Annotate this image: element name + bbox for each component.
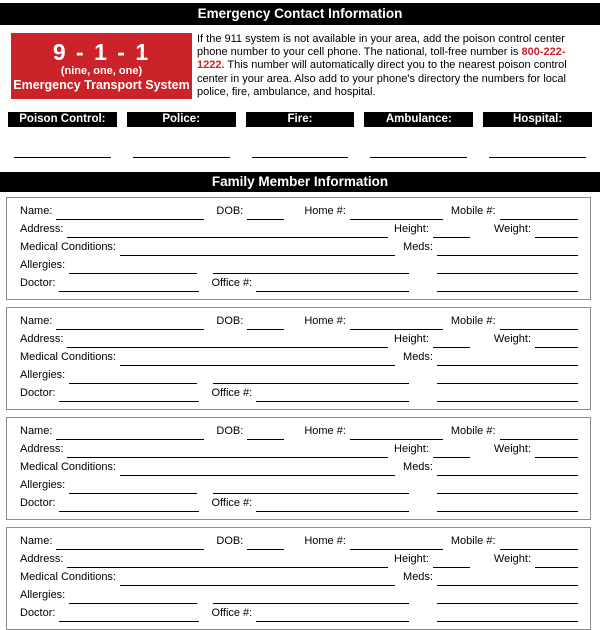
mobile-phone-fill-line[interactable] — [500, 427, 578, 440]
home-phone-fill-line[interactable] — [350, 427, 443, 440]
medical-conditions-fill-line[interactable] — [120, 463, 395, 476]
poison-phone-number: 800-222-1222. — [197, 46, 566, 72]
family-member-block-1 — [6, 197, 591, 300]
office-phone-label: Office #: — [211, 277, 253, 290]
mobile-phone-label: Mobile #: — [450, 205, 496, 218]
poison-control-paragraph — [197, 33, 592, 99]
meds-extra-fill-line-2[interactable] — [437, 389, 578, 402]
meds-extra-fill-line-2[interactable] — [437, 609, 578, 622]
row-doctor-office — [20, 494, 578, 512]
address-fill-line[interactable] — [67, 335, 388, 348]
allergies-fill-line-2[interactable] — [213, 481, 409, 494]
height-label: Height: — [394, 443, 429, 456]
office-phone-fill-line[interactable] — [256, 609, 409, 622]
height-label: Height: — [394, 223, 429, 236]
contact-fill-line[interactable] — [133, 157, 230, 158]
contact-column-0 — [8, 112, 117, 158]
office-phone-fill-line[interactable] — [256, 389, 409, 402]
home-phone-fill-line[interactable] — [350, 317, 443, 330]
meds-extra-fill-line-1[interactable] — [437, 481, 578, 494]
meds-label: Meds: — [403, 241, 433, 254]
meds-extra-fill-line-1[interactable] — [437, 591, 578, 604]
home-phone-fill-line[interactable] — [350, 537, 443, 550]
height-label: Height: — [394, 553, 429, 566]
doctor-fill-line[interactable] — [59, 499, 199, 512]
meds-label: Meds: — [403, 461, 433, 474]
911-banner — [11, 33, 192, 99]
height-fill-line[interactable] — [433, 555, 470, 568]
doctor-fill-line[interactable] — [59, 609, 199, 622]
allergies-fill-line-1[interactable] — [69, 261, 197, 274]
contact-label: Ambulance: — [364, 112, 473, 127]
contact-label: Poison Control: — [8, 112, 117, 127]
family-member-block-2 — [6, 307, 591, 410]
address-fill-line[interactable] — [67, 445, 388, 458]
mobile-phone-fill-line[interactable] — [500, 207, 578, 220]
address-fill-line[interactable] — [67, 555, 388, 568]
name-fill-line[interactable] — [56, 317, 204, 330]
contact-fill-line[interactable] — [14, 157, 111, 158]
doctor-label: Doctor: — [20, 387, 56, 400]
doctor-fill-line[interactable] — [59, 389, 199, 402]
office-phone-fill-line[interactable] — [256, 499, 409, 512]
row-address-height-weight — [20, 330, 578, 348]
height-fill-line[interactable] — [433, 225, 470, 238]
allergies-label: Allergies: — [20, 589, 66, 602]
dob-label: DOB: — [216, 425, 244, 438]
dob-fill-line[interactable] — [247, 317, 284, 330]
name-fill-line[interactable] — [56, 537, 204, 550]
row-allergies — [20, 366, 578, 384]
allergies-fill-line-1[interactable] — [69, 371, 197, 384]
height-fill-line[interactable] — [433, 445, 470, 458]
weight-fill-line[interactable] — [535, 555, 578, 568]
meds-label: Meds: — [403, 351, 433, 364]
allergies-fill-line-2[interactable] — [213, 261, 409, 274]
contact-column-2 — [246, 112, 355, 158]
meds-fill-line[interactable] — [437, 243, 578, 256]
family-member-block-3 — [6, 417, 591, 520]
name-label: Name: — [20, 205, 53, 218]
family-section-header: Family Member Information — [0, 172, 600, 192]
row-allergies — [20, 256, 578, 274]
home-phone-fill-line[interactable] — [350, 207, 443, 220]
mobile-phone-fill-line[interactable] — [500, 537, 578, 550]
dob-fill-line[interactable] — [247, 537, 284, 550]
row-medical-meds — [20, 458, 578, 476]
medical-conditions-fill-line[interactable] — [120, 243, 395, 256]
dob-label: DOB: — [216, 205, 244, 218]
row-address-height-weight — [20, 440, 578, 458]
meds-extra-fill-line-1[interactable] — [437, 371, 578, 384]
meds-extra-fill-line-2[interactable] — [437, 279, 578, 292]
name-label: Name: — [20, 425, 53, 438]
family-member-block-4 — [6, 527, 591, 630]
row-name-dob-phones — [20, 312, 578, 330]
allergies-fill-line-2[interactable] — [213, 591, 409, 604]
row-name-dob-phones — [20, 202, 578, 220]
doctor-label: Doctor: — [20, 277, 56, 290]
address-label: Address: — [20, 553, 64, 566]
mobile-phone-fill-line[interactable] — [500, 317, 578, 330]
weight-fill-line[interactable] — [535, 335, 578, 348]
row-doctor-office — [20, 384, 578, 402]
medical-conditions-label: Medical Conditions: — [20, 351, 116, 364]
poison-text-before: If the 911 system is not available in your area, add the poison control center phone number to your cell phone. The national, toll-free number is — [197, 33, 565, 59]
row-allergies — [20, 476, 578, 494]
name-fill-line[interactable] — [56, 207, 204, 220]
home-phone-label: Home #: — [304, 315, 346, 328]
doctor-label: Doctor: — [20, 497, 56, 510]
name-fill-line[interactable] — [56, 427, 204, 440]
doctor-fill-line[interactable] — [59, 279, 199, 292]
allergies-label: Allergies: — [20, 479, 66, 492]
contact-fill-line[interactable] — [252, 157, 349, 158]
name-label: Name: — [20, 535, 53, 548]
row-doctor-office — [20, 274, 578, 292]
contact-label: Police: — [127, 112, 236, 127]
911-number: 9 - 1 - 1 — [52, 39, 151, 65]
contact-column-1 — [127, 112, 236, 158]
weight-fill-line[interactable] — [535, 445, 578, 458]
home-phone-label: Home #: — [304, 205, 346, 218]
contact-label: Fire: — [246, 112, 355, 127]
row-medical-meds — [20, 348, 578, 366]
home-phone-label: Home #: — [304, 535, 346, 548]
row-name-dob-phones — [20, 532, 578, 550]
emergency-info-section — [11, 33, 592, 99]
911-words: (nine, one, one) — [60, 65, 143, 77]
allergies-label: Allergies: — [20, 369, 66, 382]
row-medical-meds — [20, 568, 578, 586]
name-label: Name: — [20, 315, 53, 328]
allergies-label: Allergies: — [20, 259, 66, 272]
row-address-height-weight — [20, 550, 578, 568]
medical-conditions-fill-line[interactable] — [120, 573, 395, 586]
poison-text-after: This number will automatically direct you to the nearest poison control center in your area. Also add to your phone's directory the numbers for local police, fire, ambulance, and hospital. — [197, 59, 567, 98]
row-doctor-office — [20, 604, 578, 622]
address-label: Address: — [20, 223, 64, 236]
weight-label: Weight: — [493, 333, 531, 346]
medical-conditions-label: Medical Conditions: — [20, 241, 116, 254]
contact-label: Hospital: — [483, 112, 592, 127]
meds-fill-line[interactable] — [437, 573, 578, 586]
weight-fill-line[interactable] — [535, 225, 578, 238]
allergies-fill-line-1[interactable] — [69, 591, 197, 604]
row-address-height-weight — [20, 220, 578, 238]
emergency-section-header: Emergency Contact Information — [0, 3, 600, 25]
family-member-blocks — [0, 197, 600, 630]
allergies-fill-line-1[interactable] — [69, 481, 197, 494]
office-phone-label: Office #: — [211, 607, 253, 620]
medical-conditions-fill-line[interactable] — [120, 353, 395, 366]
mobile-phone-label: Mobile #: — [450, 315, 496, 328]
height-label: Height: — [394, 333, 429, 346]
allergies-fill-line-2[interactable] — [213, 371, 409, 384]
dob-fill-line[interactable] — [247, 207, 284, 220]
contact-fill-line[interactable] — [489, 157, 586, 158]
contact-fill-line[interactable] — [370, 157, 467, 158]
address-label: Address: — [20, 333, 64, 346]
meds-fill-line[interactable] — [437, 463, 578, 476]
contact-column-4 — [483, 112, 592, 158]
medical-conditions-label: Medical Conditions: — [20, 571, 116, 584]
contact-column-3 — [364, 112, 473, 158]
address-label: Address: — [20, 443, 64, 456]
weight-label: Weight: — [493, 443, 531, 456]
dob-fill-line[interactable] — [247, 427, 284, 440]
911-system-label: Emergency Transport System — [13, 78, 190, 92]
weight-label: Weight: — [493, 223, 531, 236]
meds-fill-line[interactable] — [437, 353, 578, 366]
dob-label: DOB: — [216, 535, 244, 548]
office-phone-label: Office #: — [211, 497, 253, 510]
row-name-dob-phones — [20, 422, 578, 440]
meds-extra-fill-line-2[interactable] — [437, 499, 578, 512]
home-phone-label: Home #: — [304, 425, 346, 438]
doctor-label: Doctor: — [20, 607, 56, 620]
office-phone-label: Office #: — [211, 387, 253, 400]
weight-label: Weight: — [493, 553, 531, 566]
address-fill-line[interactable] — [67, 225, 388, 238]
meds-extra-fill-line-1[interactable] — [437, 261, 578, 274]
row-allergies — [20, 586, 578, 604]
mobile-phone-label: Mobile #: — [450, 535, 496, 548]
office-phone-fill-line[interactable] — [256, 279, 409, 292]
row-medical-meds — [20, 238, 578, 256]
meds-label: Meds: — [403, 571, 433, 584]
mobile-phone-label: Mobile #: — [450, 425, 496, 438]
height-fill-line[interactable] — [433, 335, 470, 348]
dob-label: DOB: — [216, 315, 244, 328]
medical-conditions-label: Medical Conditions: — [20, 461, 116, 474]
emergency-contacts-row — [8, 112, 592, 158]
